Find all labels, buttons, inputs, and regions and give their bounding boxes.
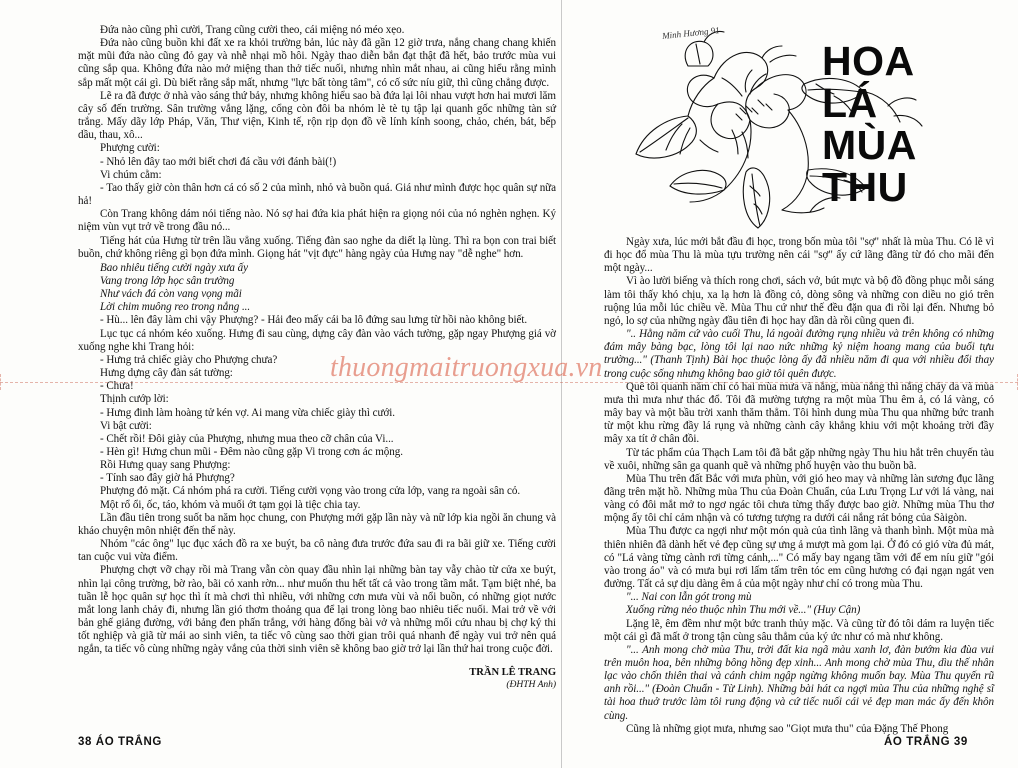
author-affiliation: (ĐHTH Anh) bbox=[506, 678, 556, 690]
site-watermark: thuongmaitruongxua.vn bbox=[330, 352, 603, 383]
quoted-passage: "... Anh mong chờ mùa Thu, trời đất kia ngã màu xanh lơ, đàn bướm kia đùa vui trên muôn hoa, bên những bông hồng đẹp xinh... Anh mong chờ mùa Thu, dìu thế nhân lạc vào chốn thiên thai và cánh chim ngập ngừng không muốn bay. Mùa Thu quyến rũ anh rồi..." (Đoàn Chuẩn - Từ Linh). Những bài hát ca ngợi mùa Thu của những nghệ sĩ tài hoa thuở trước làm tôi rung động và cứ tiếc nuối cái vẻ đẹp man mác ấy đến khôn cùng. bbox=[604, 643, 994, 722]
dialogue-line: - Chưa! bbox=[100, 380, 134, 393]
paragraph: Phượng cười: bbox=[100, 142, 160, 155]
paragraph: Phượng đỏ mặt. Cá nhóm phá ra cười. Tiếng cười vọng vào trong cửa lớp, vang ra ngoài sân cỏ. bbox=[100, 485, 521, 498]
right-page-folio: ÁO TRẮNG 39 bbox=[884, 736, 968, 748]
dialogue-line: - Tính sao đây giờ hả Phượng? bbox=[100, 472, 235, 485]
author-name: TRẦN LÊ TRANG bbox=[469, 666, 556, 678]
paragraph: Lần đầu tiên trong suốt ba năm học chung, con Phượng mới gặp lần này và nữ lớp kia ngồi ăn chung và kháo chuyện môn nhiệt đến thế này. bbox=[78, 511, 556, 537]
title-line-3: MÙA bbox=[822, 122, 917, 168]
verse-line: Bao nhiêu tiếng cười ngày xưa ấy bbox=[100, 261, 248, 274]
paragraph: Lục tục cá nhóm kéo xuống. Hưng đi sau cùng, dựng cây đàn vào vách tường, gặp ngay Phượng giá vờ xuống nghe khi Trang hỏi: bbox=[78, 327, 556, 353]
dialogue-line: - Nhỏ lên đây tao mới biết chơi đá cầu với đánh bài(!) bbox=[100, 155, 337, 168]
paragraph: Cũng là những giọt mưa, nhưng sao "Giọt mưa thu" của Đặng Thế Phong bbox=[626, 722, 949, 735]
verse-line: "... Nai con lẫn gót trong mù bbox=[626, 591, 752, 604]
paragraph: Phượng chợt vỡ chạy rồi mà Trang vẫn còn quay đầu nhìn lại những bàn tay vẫy chào từ cửa xe buýt, nhìn lại công trường, bờ rào, bãi cỏ xanh rờn... như muốn thu hết tất cả vào trong tầm mắt. Tạm biệt nhé, ba tuần lễ học quân sự học thì ít mà chơi thì nhiều, với những cơn mưa vùi và nổi buồn, có những giọt nước mắt long lanh chảy đi, nhưng lần gió thơm thoảng qua để lại trong lòng bao nhiêu tiếc nuối. Mai trở về với bản ghế giảng đường, với bảng đen phấn trắng, với hàng đống bài vở và những mối cứu nhau bị chợ ký thi tốt nghiệp và giã từ mái ao sinh viên, ta tiếc vô cùng sao thời gian trôi quá nhanh để ngày vui trở nên quá ngắn, ta tiếc vô cùng những ngày vắng của thời sinh viên sẽ không bao giờ trở lại lần thứ hai trong cuộc đời. bbox=[78, 564, 556, 656]
left-page-folio: 38 ÁO TRẮNG bbox=[78, 736, 162, 748]
paragraph: Còn Trang không dám nói tiếng nào. Nó sợ hai đứa kia phát hiện ra giọng nói của nó nghèn nghẹn. Ký niệm vùn vụt trở về trong đầu nó... bbox=[78, 208, 556, 234]
title-line-4: THU bbox=[822, 164, 908, 210]
paragraph: Mùa Thu được ca ngợi như một món quà của tình lãng và thanh bình. Một mùa mà thiên nhiên đã dành hết vẻ đẹp cũng sự ưng ả mượt mà gom lại. Ở đó có gió vừa đủ mát, có "Lá vàng từng cành rơi từng cánh,..." Có mấy bay ngang tầm với để em níu giữ "gói vào trong áo" và có mưa bụi rơi lấm tấm trên tóc em cũng hương có đại ngạn ngát ven đường. Tất cả sự dịu dàng êm ả của một ngày như chỉ có trong mùa Thu. bbox=[604, 525, 994, 591]
paragraph: Mùa Thu trên đất Bắc với mưa phùn, với gió heo may và những làn sương đục lãng đãng trên mặt hồ. Những mùa Thu của Đoàn Chuẩn, của Lưu Trọng Lư với lá vàng, nai vàng có đôi mắt mở to ngơ ngác tôi chưa từng thấy được bao giờ. Những mùa Thu thơ mộng ấy tôi chỉ cảm nhận và có tương tượng ra dưới cái nắng rát bỏng của Sàigòn. bbox=[604, 472, 994, 525]
dialogue-line: - Hưng đinh làm hoàng tử kén vợ. Ai mang vừa chiếc giày thì cưới. bbox=[100, 406, 395, 419]
left-page-body bbox=[78, 24, 556, 724]
paragraph: Một rổ ổi, ốc, táo, khóm và muối ớt tạm gọi là tiệc chia tay. bbox=[100, 498, 361, 511]
dialogue-line: - Hèn gì! Hưng chun mũi - Đêm nào cũng gặp Vi trong cơn ác mộng. bbox=[100, 446, 403, 458]
paragraph: Vi bật cười: bbox=[100, 419, 152, 432]
paragraph: Rồi Hưng quay sang Phượng: bbox=[100, 459, 231, 472]
right-page-body bbox=[604, 236, 994, 735]
author-byline bbox=[78, 667, 556, 691]
dialogue-line: - Chết rồi! Đôi giày của Phượng, nhưng mua theo cỡ chân của Vi... bbox=[100, 432, 394, 445]
article-title bbox=[822, 40, 998, 208]
title-line-2: LÁ bbox=[822, 80, 878, 126]
paragraph: Thịnh cướp lời: bbox=[100, 393, 169, 406]
verse-line: Xuống rừng nẻo thuộc nhìn Thu mới về..." (Huy Cận) bbox=[626, 604, 861, 617]
paragraph: Tiếng hát của Hưng từ trên lầu vẳng xuống. Tiếng đàn sao nghe da diết lạ lùng. Thì ra bọn con trai biết buồn, chứ không riêng gì bọn đứa mình. Giọng hát "vịt đực" hàng ngày của Hưng nay "dễ nghe" hơn. bbox=[78, 234, 556, 260]
quoted-passage: ".. Hằng năm cứ vào cuối Thu, lá ngoài đường rụng nhiều và trên không có những đám mây bàng bạc, lòng tôi lại nao nức những kỷ niệm hoang mang của buổi tựu trường..." (Thanh Tịnh) Bài học thuộc lòng ấy đã nhiều năm đi qua với nhiều đổi thay trong cuộc sống nhưng không bao giờ tôi quên được. bbox=[604, 328, 994, 380]
title-line-1: HOA bbox=[822, 38, 915, 84]
paragraph: Vì ào lười biếng và thích rong chơi, sách vở, bút mực và bộ đồ đồng phục mỗi sáng làm tôi thấy khó chịu, xa lạ hơn là đồng cỏ, dòng sông và những con diều no gió trên ruộng lúa mỗi lúc chiều về. Mùa Thu cứ như thế đều đặn qua đi rồi lại đến. Nhưng bỏ ngỏ, lo sợ của những ngày đầu tiên đi học hay dần dà rồi cũng quen đi. bbox=[604, 275, 994, 327]
dialogue-line: - Hưng trả chiếc giày cho Phượng chưa? bbox=[100, 353, 278, 366]
dialogue-line: - Tao thấy giờ còn thân hơn cá có số 2 của mình, nhỏ và buồn quá. Giá như mình được học quân sự nữa hả! bbox=[78, 181, 556, 208]
page-spine-divider bbox=[561, 0, 562, 768]
paragraph: Quê tôi quanh năm chỉ có hai mùa mưa và nắng, mùa nắng thì nắng cháy da và mùa mưa thì mưa như thác đổ. Tôi đã mường tượng ra một mùa Thu êm ả, có lá vàng, có mây bay và một bầu trời xanh thăm thẳm. Tôi hình dung mùa Thu qua những bức tranh từ một khu rừng đầy lá rụng và những cành cây khẳng khiu với một khoảng trời đầy mây xa tít ở chân đồi. bbox=[604, 380, 994, 446]
paragraph: Từ tác phẩm của Thạch Lam tôi đã bắt gặp những ngày Thu hiu hắt trên chuyến tàu về xuôi, những sân ga quanh quẽ và những phố huyện vào thu buồn bã. bbox=[604, 446, 994, 472]
paragraph: Hưng dựng cây đàn sát tường: bbox=[100, 367, 233, 380]
watermark-tick-left bbox=[0, 374, 1, 390]
paragraph: Vi chúm cằm: bbox=[100, 168, 162, 181]
dialogue-line: - Hù... lên đây làm chi vậy Phượng? - Hải đeo mấy cái ba lô đứng sau lưng từ hồi nào không biết. bbox=[100, 314, 528, 327]
paragraph: Ngày xưa, lúc mới bắt đầu đi học, trong bốn mùa tôi "sợ" nhất là mùa Thu. Có lẽ vì đi học đổ mùa Thu là mùa tựu trường nên cái "sợ" ấy cứ lãng đãng từ đó cho mãi đến một ngày... bbox=[604, 236, 994, 275]
paragraph: Lặng lẽ, êm đềm như một bức tranh thủy mặc. Và cũng từ đó tôi dám ra luyện tiếc một cái gì đã mất ở trong tận cùng sâu thẳm của ký ức như có mà như không. bbox=[604, 617, 994, 643]
verse-line: Vang trong lớp học sân trường bbox=[100, 274, 235, 287]
paragraph: Đứa nào cũng phì cười, Trang cũng cười theo, cái miệng nó méo xẹo. bbox=[100, 24, 405, 36]
paragraph: Đứa nào cũng buồn khi đất xe ra khỏi trường bản, lúc này đã gần 12 giờ trưa, nắng chang chang khiến mặt mũi đứa nào cũng đỏ gay và nhễ nhại mồ hôi. Ngày thao diễn bắn đạt thật đã hết, bảo trước mùa vui cũng sắp qua. Không đứa nào mở miệng than thở tiếc nuối, nhưng nhìn mắt nhau, ai cũng hiểu rằng mình sắp mất một cái gì. Dù biết rằng sắp mất, nhưng "lực bất tòng tâm", có cố sức níu giữ, thì cũng chẳng được. bbox=[78, 37, 556, 89]
paragraph: Lẽ ra đã được ở nhà vào sáng thứ bảy, nhưng không hiểu sao bà đứa lại lôi nhau vượt hơn hai mươi lăm cây số đến trường. Sân trường vắng lặng, cổng còn đôi ba nhóm lè tè tụ tập lại quanh gốc những tàn sứ trắng. Mấy dãy lớp Pháp, Văn, Thư viện, Kinh tế, rộn rịp dọn đồ về lính kính soong, chảo, chén, bát, bếp dầu, thau, xô... bbox=[78, 89, 556, 142]
verse-line: Lời chim muông reo trong nắng ... bbox=[100, 301, 251, 314]
illustrator-signature: Minh Hương 91 bbox=[661, 25, 721, 41]
verse-line: Như vách đá còn vang vọng mãi bbox=[100, 288, 242, 301]
paragraph: Nhóm "các ông" lục đục xách đồ ra xe buýt, ba cô nàng đưa trước đứa sau đi ra bãi giữ xe. Tiếng cười tan cuộc vui vừa điểm. bbox=[78, 538, 556, 564]
